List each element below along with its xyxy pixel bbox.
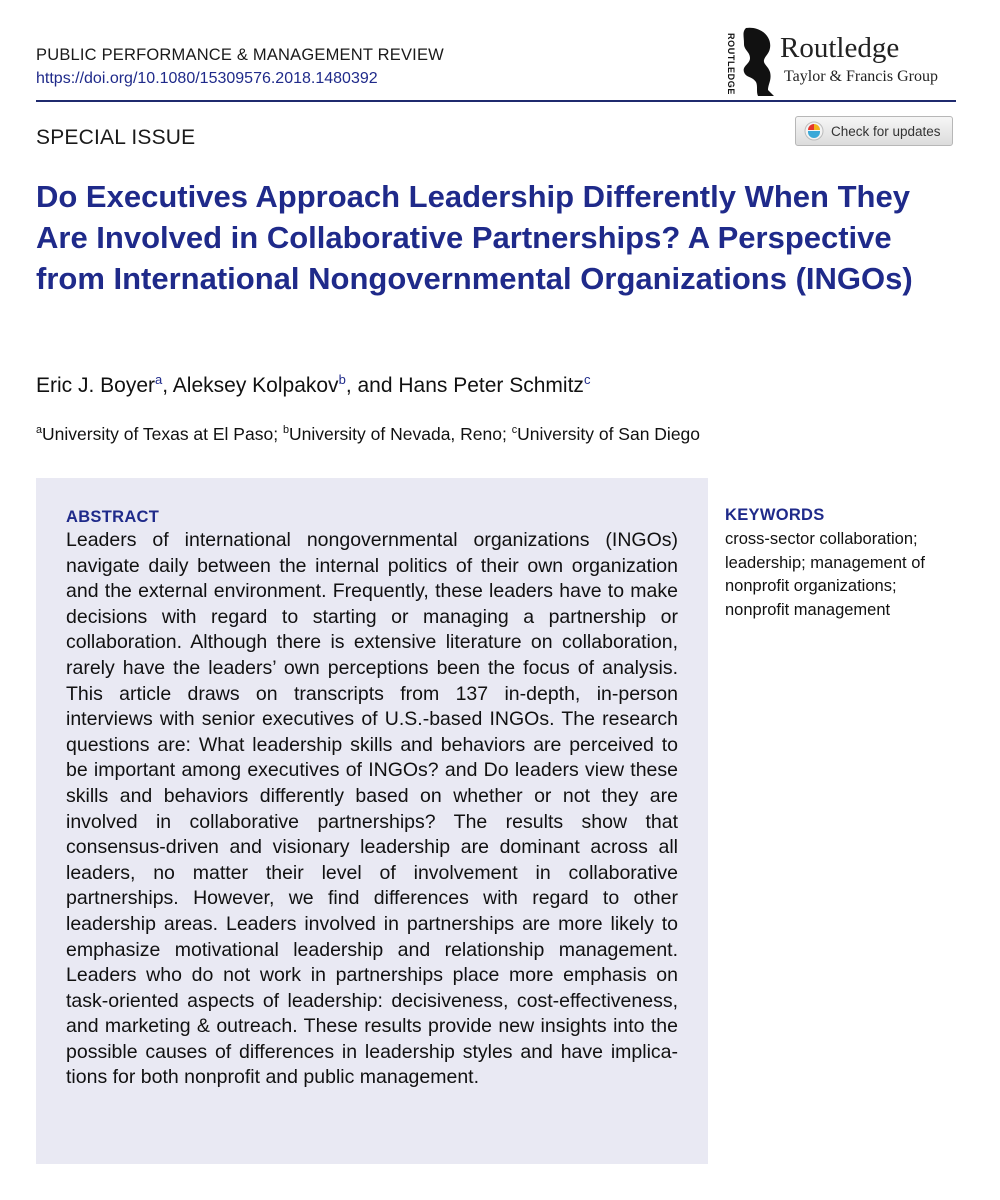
keyword-line: cross-sector collaboration; [725,530,918,548]
article-title: Do Executives Approach Leadership Differently When They Are Involved in Collaborative Partnerships? A Perspective from International Nongovernmental Organizations (INGOs) [36,179,913,296]
author-affiliation-marker[interactable]: a [155,372,163,387]
affiliation-separator: ; [502,424,512,444]
abstract-heading: ABSTRACT [66,508,160,526]
affiliation-separator: ; [273,424,283,444]
affiliation-name: University of Nevada, Reno [288,424,502,444]
keywords-list [725,528,965,622]
header-rule [36,100,956,102]
abstract-text: Leaders of international nongovernmental organizations (INGOs) navigate daily between the internal politics of their own organization and the external environment. Frequently, these leaders have to make decisions with regard to starting or managing a partnership or collaboration. Although there is extensive literature on collaboration, rarely have the leaders’ own perceptions been the focus of analysis. This article draws on transcripts from 137 in-depth, in-person interviews with senior executives of U.S.-based INGOs. The research questions are: What leadership skills and behaviors are perceived to be important among executives of INGOs? and Do leaders view these skills and behaviors differently based on whether or not they are involved in collaborative partnerships? The results show that consensus-driven and visionary leadership are dominant across all leaders, no matter their level of involvement in collaborative partnerships. However, we find differences with regard to other leadership areas. Leaders involved in partnerships are more likely to emphasize motivational leadership and relationship management. Leaders who do not work in partnerships place more emphasis on task-oriented aspects of leadership: decisiveness, cost-effectiveness, and marketing & outreach. These results provide new insights into the possible causes of differences in leadership styles and have implications for both nonprofit and public management. [66,529,678,1089]
routledge-head-icon [738,26,778,98]
author-separator: , and [345,374,399,397]
check-for-updates-button[interactable] [795,116,953,146]
crossmark-icon [804,121,824,141]
affiliation-marker: a [36,424,43,437]
section-label: SPECIAL ISSUE [36,126,196,149]
affiliation-marker: c [511,424,518,437]
author-affiliation-marker[interactable]: c [583,372,591,387]
check-for-updates-label: Check for updates [831,123,941,139]
publisher-group: Taylor & Francis Group [784,68,938,85]
author-name[interactable]: Eric J. Boyer [36,374,156,397]
keywords-heading: KEYWORDS [725,506,825,524]
affiliation-name: University of San Diego [517,424,701,444]
page-header [36,32,956,95]
keyword-line: nonprofit organizations; [725,577,897,595]
author-separator: , [162,374,173,397]
abstract-box [36,478,708,1164]
doi-link[interactable]: https://doi.org/10.1080/15309576.2018.1480392 [36,70,378,87]
author-affiliation-marker[interactable]: b [338,372,346,387]
publisher-name: Routledge [780,32,900,64]
affiliation-marker: b [282,424,289,437]
author-name[interactable]: Aleksey Kolpakov [172,374,339,397]
keyword-line: nonprofit management [725,600,891,619]
affiliation-name: University of Texas at El Paso [42,424,274,444]
author-list [36,374,590,398]
publisher-vertical-label: ROUTLEDGE [726,33,736,95]
keywords-panel [725,506,965,622]
author-name[interactable]: Hans Peter Schmitz [398,374,584,397]
affiliation-list [36,424,700,445]
journal-name: PUBLIC PERFORMANCE & MANAGEMENT REVIEW [36,46,444,64]
publisher-logo [724,26,956,96]
keyword-line: leadership; management of [725,553,925,572]
